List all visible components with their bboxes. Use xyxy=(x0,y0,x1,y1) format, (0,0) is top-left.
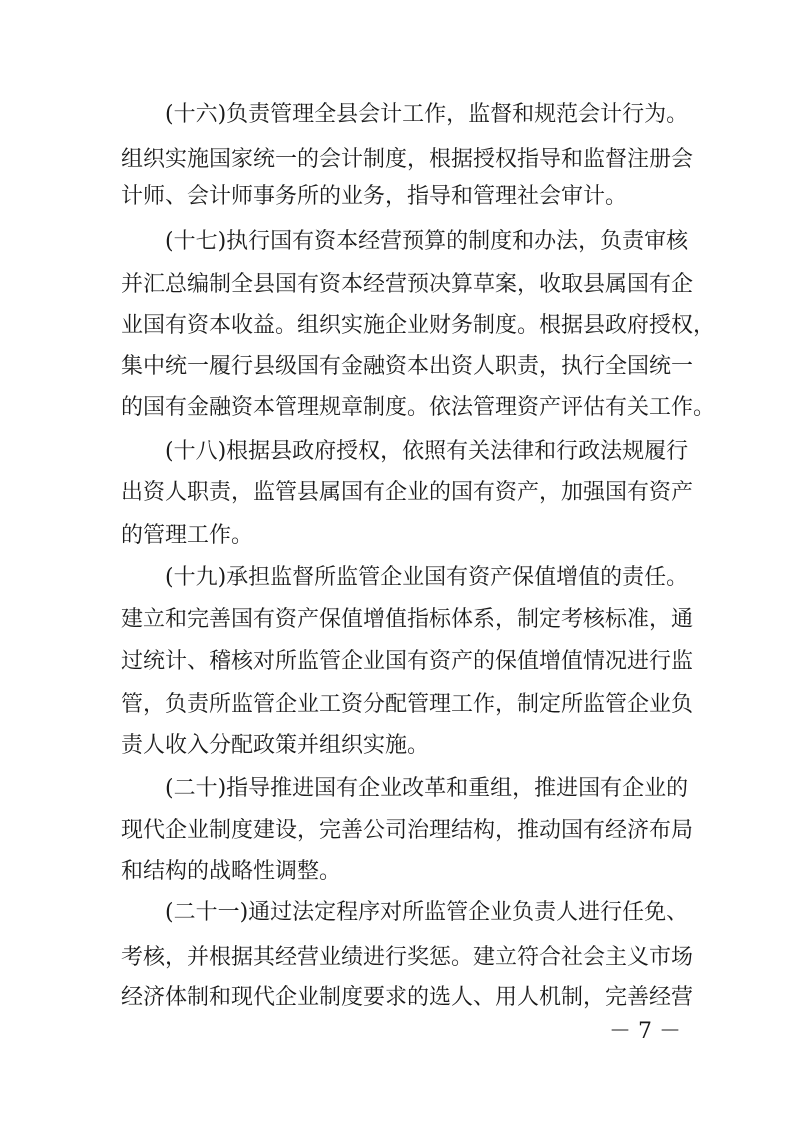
page-number: － 7 － xyxy=(609,1019,681,1044)
text-line: (二十一)通过法定程序对所监管企业负责人进行任免、 xyxy=(165,900,689,925)
text-line: 现代企业制度建设，完善公司治理结构，推动国有经济布局 xyxy=(121,818,694,843)
text-line: 集中统一履行县级国有金融资本出资人职责，执行全国统一 xyxy=(121,354,694,379)
text-line: 并汇总编制全县国有资本经营预决算草案，收取县属国有企 xyxy=(121,272,694,297)
text-line: (二十)指导推进国有企业改革和重组，推进国有企业的 xyxy=(165,776,689,801)
text-line: 责人收入分配政策并组织实施。 xyxy=(121,733,430,758)
text-line: (十七)执行国有资本经营预算的制度和办法，负责审核 xyxy=(165,229,689,254)
text-line: 管，负责所监管企业工资分配管理工作，制定所监管企业负 xyxy=(121,692,694,717)
text-line: 出资人职责，监管县属国有企业的国有资产，加强国有资产 xyxy=(121,480,694,505)
text-line: 过统计、稽核对所监管企业国有资产的保值增值情况进行监 xyxy=(121,649,694,674)
text-line: 建立和完善国有资产保值增值指标体系，制定考核标准，通 xyxy=(121,607,694,632)
text-line: 业国有资本收益。组织实施企业财务制度。根据县政府授权， xyxy=(121,313,716,338)
text-line: 计师、会计师事务所的业务，指导和管理社会审计。 xyxy=(121,184,628,209)
text-line: (十六)负责管理全县会计工作，监督和规范会计行为。 xyxy=(165,102,689,127)
text-line: (十八)根据县政府授权，依照有关法律和行政法规履行 xyxy=(165,439,689,464)
text-line: 的国有金融资本管理规章制度。依法管理资产评估有关工作。 xyxy=(121,395,716,420)
text-line: 的管理工作。 xyxy=(121,523,254,548)
text-line: 考核，并根据其经营业绩进行奖惩。建立符合社会主义市场 xyxy=(121,945,694,970)
text-line: 经济体制和现代企业制度要求的选人、用人机制，完善经营 xyxy=(121,985,694,1010)
text-line: 和结构的战略性调整。 xyxy=(121,859,342,884)
text-line: 组织实施国家统一的会计制度，根据授权指导和监督注册会 xyxy=(121,147,694,172)
text-line: (十九)承担监督所监管企业国有资产保值增值的责任。 xyxy=(165,565,689,590)
